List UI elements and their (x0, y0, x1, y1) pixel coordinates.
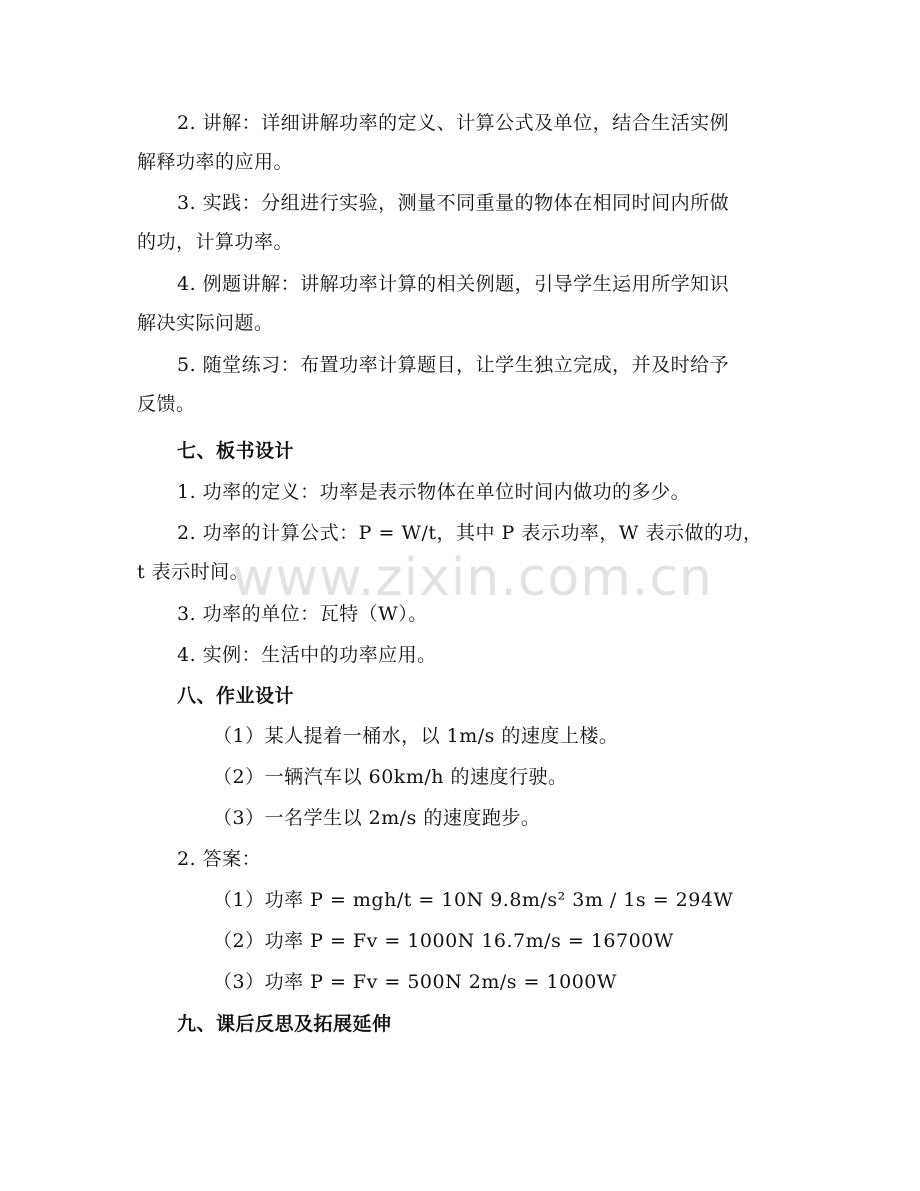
section7-item3: 3. 功率的单位：瓦特（W）。 (177, 603, 428, 625)
section6-item2-line1: 2. 讲解：详细讲解功率的定义、计算公式及单位，结合生活实例 (177, 112, 730, 134)
section7-item1: 1. 功率的定义：功率是表示物体在单位时间内做功的多少。 (177, 481, 691, 503)
section8-heading: 八、作业设计 (177, 685, 295, 707)
section7-heading: 七、板书设计 (177, 440, 295, 462)
section6-item3-line1: 3. 实践：分组进行实验，测量不同重量的物体在相同时间内所做 (177, 192, 730, 214)
section8-answer-1: （1）功率 P = mgh/t = 10N 9.8m/s² 3m / 1s = 294W (213, 889, 734, 911)
section6-item2-line2: 解释功率的应用。 (137, 151, 294, 173)
section6-item3-line2: 的功，计算功率。 (137, 231, 294, 253)
section8-answer-3: （3）功率 P = Fv = 500N 2m/s = 1000W (213, 971, 617, 993)
section7-item4: 4. 实例：生活中的功率应用。 (177, 644, 437, 666)
section8-question-2: （2）一辆汽车以 60km/h 的速度行驶。 (213, 766, 568, 788)
section7-item2-line2: t 表示时间。 (137, 561, 250, 583)
section6-item4-line2: 解决实际问题。 (137, 312, 274, 334)
section6-item5-line1: 5. 随堂练习：布置功率计算题目，让学生独立完成，并及时给予 (177, 354, 730, 376)
section9-heading: 九、课后反思及拓展延伸 (177, 1013, 392, 1035)
section7-item2-line1: 2. 功率的计算公式：P = W/t，其中 P 表示功率，W 表示做的功， (177, 522, 763, 544)
section6-item5-line2: 反馈。 (137, 393, 196, 415)
section8-answer-2: （2）功率 P = Fv = 1000N 16.7m/s = 16700W (213, 930, 674, 952)
section8-question-3: （3）一名学生以 2m/s 的速度跑步。 (213, 807, 541, 829)
section8-question-1: （1）某人提着一桶水，以 1m/s 的速度上楼。 (213, 725, 619, 747)
watermark: www.zixin.com.cn (232, 548, 713, 608)
section6-item4-line1: 4. 例题讲解：讲解功率计算的相关例题，引导学生运用所学知识 (177, 273, 730, 295)
section8-answers-label: 2. 答案： (177, 848, 262, 870)
